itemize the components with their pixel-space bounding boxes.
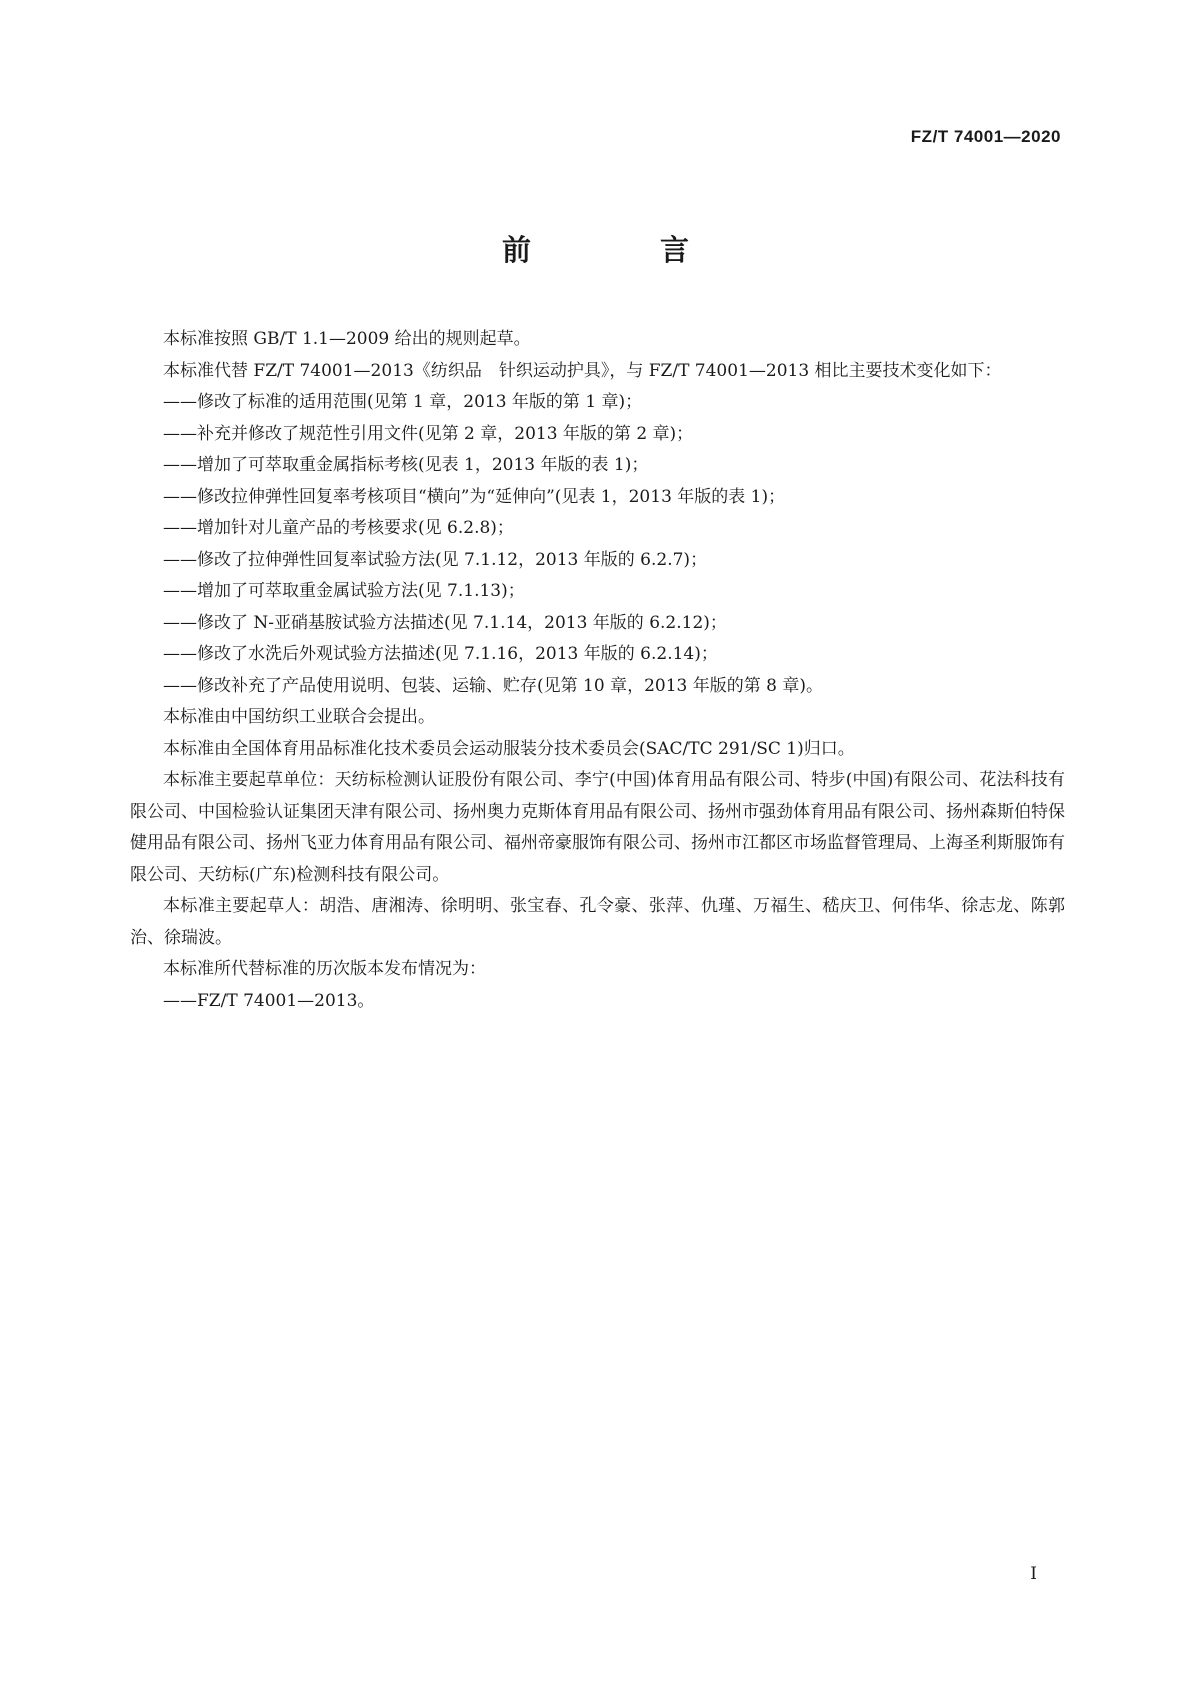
list-item-change: ——修改了水洗后外观试验方法描述(见 7.1.16，2013 年版的 6.2.14)；: [163, 644, 718, 664]
paragraph-previous-editions: 本标准所代替标准的历次版本发布情况为：: [163, 959, 486, 979]
list-item-change: ——增加针对儿童产品的考核要求(见 6.2.8)；: [163, 518, 514, 538]
list-item-change: ——增加了可萃取重金属指标考核(见表 1，2013 年版的表 1)；: [163, 455, 649, 475]
paragraph-drafters: 本标准主要起草人：胡浩、唐湘涛、徐明明、张宝春、孔令豪、张萍、仇瑾、万福生、嵇庆卫、何伟华、徐志龙、陈郭治、徐瑞波。: [130, 896, 1065, 948]
list-item-change: ——修改了 N-亚硝基胺试验方法描述(见 7.1.14，2013 年版的 6.2.12)；: [163, 612, 727, 633]
list-item-change: ——修改补充了产品使用说明、包装、运输、贮存(见第 10 章，2013 年版的第 8 章)。: [163, 675, 823, 696]
paragraph-proposer: 本标准由中国纺织工业联合会提出。: [163, 707, 435, 727]
list-item-change: ——修改了标准的适用范围(见第 1 章，2013 年版的第 1 章)；: [163, 392, 643, 412]
paragraph-drafting-units: 本标准主要起草单位：天纺标检测认证股份有限公司、李宁(中国)体育用品有限公司、特步(中国)有限公司、花法科技有限公司、中国检验认证集团天津有限公司、扬州奥力克斯体育用品有限公司、扬州市强劲体育用品有限公司、扬州森斯伯特保健用品有限公司、扬州飞亚力体育用品有限公司、福州帝豪服饰有限公司、扬州市江都区市场监督管理局、上海圣利斯服饰有限公司、天纺标(广东)检测科技有限公司。: [130, 770, 1065, 885]
page-title: 前 言: [501, 233, 739, 267]
list-item-change: ——修改了拉伸弹性回复率试验方法(见 7.1.12，2013 年版的 6.2.7)；: [163, 549, 708, 570]
list-item-change: ——补充并修改了规范性引用文件(见第 2 章，2013 年版的第 2 章)；: [163, 423, 694, 444]
paragraph-replacement: 本标准代替 FZ/T 74001—2013《纺织品 针织运动护具》，与 FZ/T 74001—2013 相比主要技术变化如下：: [163, 360, 1002, 381]
paragraph-drafting-rules: 本标准按照 GB/T 1.1—2009 给出的规则起草。: [163, 329, 531, 349]
page-number: I: [1030, 1564, 1037, 1584]
standard-code: FZ/T 74001—2020: [910, 127, 1061, 146]
list-item-change: ——修改拉伸弹性回复率考核项目“横向”为“延伸向”(见表 1，2013 年版的表 1)；: [163, 486, 786, 507]
list-item-previous-edition: ——FZ/T 74001—2013。: [163, 990, 375, 1011]
foreword-body: [130, 324, 1065, 1017]
paragraph-centralized: 本标准由全国体育用品标准化技术委员会运动服装分技术委员会(SAC/TC 291/SC 1)归口。: [163, 738, 855, 759]
list-item-change: ——增加了可萃取重金属试验方法(见 7.1.13)；: [163, 581, 525, 601]
